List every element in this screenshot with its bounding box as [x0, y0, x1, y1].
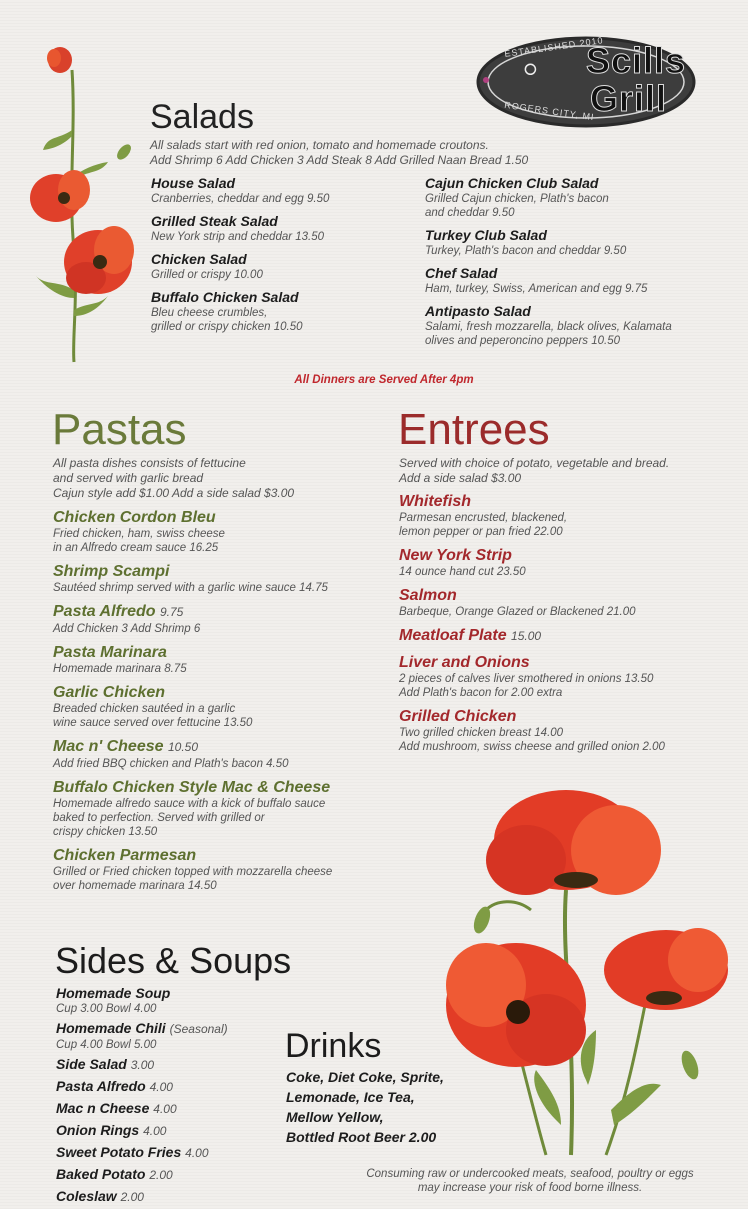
pastas-item-description: baked to perfection. Served with grilled or [53, 812, 265, 824]
pastas-item-name-row [53, 683, 383, 702]
side-item-name-row [56, 1077, 286, 1096]
logo-location: ROGERS CITY, MI [503, 99, 596, 123]
entrees-item-description: Barbeque, Orange Glazed or Blackened 21.00 [399, 606, 636, 618]
pastas-item-description: Grilled or Fried chicken topped with mozzarella cheese [53, 866, 333, 878]
side-item-name-row [56, 1187, 286, 1206]
pastas-item-description: Add Chicken 3 Add Shrimp 6 [53, 623, 201, 635]
salad-description: grilled or crispy chicken 10.50 [151, 321, 303, 333]
sides-list [56, 984, 286, 1209]
pastas-item [53, 778, 383, 839]
entrees-item-description: Add mushroom, swiss cheese and grilled onion 2.00 [399, 741, 665, 753]
salad-name: Turkey Club Salad [425, 227, 547, 243]
side-item-name-row [56, 1165, 286, 1184]
entrees-list [399, 492, 729, 761]
entrees-item [399, 492, 729, 539]
entrees-item [399, 653, 729, 700]
entrees-intro-line: Served with choice of potato, vegetable and bread. [399, 456, 670, 470]
salad-item [151, 289, 411, 334]
pastas-item-name-row [53, 737, 383, 757]
pastas-item-description: Sautéed shrimp served with a garlic wine sauce 14.75 [53, 582, 328, 594]
side-item [56, 1099, 286, 1118]
pastas-item-name: Pasta Alfredo [53, 603, 156, 620]
entrees-item-name-row [399, 626, 729, 646]
entrees-item [399, 546, 729, 579]
salad-name: Cajun Chicken Club Salad [425, 175, 599, 191]
side-item-name: Coleslaw [56, 1188, 117, 1204]
entrees-item-name-row [399, 546, 729, 565]
entrees-item-description: Parmesan encrusted, blackened, [399, 512, 568, 524]
poppy-flower-illustration-left [28, 40, 143, 365]
salad-name: Chef Salad [425, 265, 498, 281]
side-item-name: Baked Potato [56, 1166, 146, 1182]
pastas-item-description: crispy chicken 13.50 [53, 826, 158, 838]
entrees-item-description: Two grilled chicken breast 14.00 [399, 727, 564, 739]
side-item-price: 4.00 [185, 1146, 209, 1160]
salads-intro [150, 138, 630, 168]
pastas-intro-line: Cajun style add $1.00 Add a side salad $3.00 [53, 486, 295, 500]
pastas-item [53, 643, 383, 676]
pastas-item-name-row [53, 562, 383, 581]
entrees-item-name: Whitefish [399, 493, 471, 510]
salad-name: Buffalo Chicken Salad [151, 289, 299, 305]
side-item-description: Cup 4.00 Bowl 5.00 [56, 1039, 157, 1051]
salad-description: Bleu cheese crumbles, [151, 307, 268, 319]
pastas-item-name-row [53, 846, 383, 865]
entrees-item-name-row [399, 707, 729, 726]
salad-description: Grilled or crispy 10.00 [151, 269, 263, 281]
logo-established: ESTABLISHED 2010 [503, 35, 605, 59]
side-item [56, 1019, 286, 1052]
disclaimer-line: Consuming raw or undercooked meats, seafood, poultry or eggs [366, 1168, 694, 1180]
entrees-item-price: 15.00 [511, 629, 542, 643]
pastas-item-name: Garlic Chicken [53, 684, 166, 701]
entrees-item-name-row [399, 492, 729, 511]
pastas-item-name: Buffalo Chicken Style Mac & Cheese [53, 779, 331, 796]
pastas-list [53, 508, 383, 900]
side-item [56, 984, 286, 1016]
pastas-item-name-row [53, 508, 383, 527]
side-item-price: 3.00 [130, 1058, 155, 1072]
logo-name-line1: Scills [586, 40, 687, 81]
salad-name: House Salad [151, 175, 236, 191]
pastas-item-description: Fried chicken, ham, swiss cheese [53, 528, 225, 540]
pastas-item-name: Chicken Cordon Bleu [53, 509, 216, 526]
side-item-name-row [56, 984, 286, 1002]
side-item [56, 1143, 286, 1162]
salad-item [425, 303, 725, 348]
pastas-item-name: Pasta Marinara [53, 644, 167, 661]
restaurant-logo [474, 34, 714, 130]
side-item-name: Sweet Potato Fries [56, 1144, 182, 1160]
side-item [56, 1077, 286, 1096]
side-item-name-row [56, 1019, 286, 1038]
logo-name-line2: Grill [590, 78, 668, 119]
salad-name: Grilled Steak Salad [151, 213, 278, 229]
pastas-item [53, 737, 383, 771]
side-item-price: 4.00 [149, 1080, 173, 1094]
pastas-item [53, 508, 383, 555]
entrees-item [399, 626, 729, 646]
entrees-item-description: lemon pepper or pan fried 22.00 [399, 526, 563, 538]
pastas-item-description: Breaded chicken sautéed in a garlic [53, 703, 236, 715]
salad-item [425, 227, 725, 258]
entrees-item-description: 2 pieces of calves liver smothered in onions 13.50 [399, 673, 654, 685]
side-item [56, 1187, 286, 1206]
side-item-name: Mac n Cheese [56, 1100, 150, 1116]
side-item-name: Onion Rings [56, 1122, 140, 1138]
pastas-item-name: Shrimp Scampi [53, 563, 170, 580]
salads-right-column [425, 175, 725, 355]
pastas-item [53, 562, 383, 595]
pastas-title: Pastas [52, 405, 187, 454]
salads-intro-line2: Add Shrimp 6 Add Chicken 3 Add Steak 8 Add Grilled Naan Bread 1.50 [150, 153, 529, 167]
pastas-item-description: Homemade marinara 8.75 [53, 663, 187, 675]
entrees-item-name: Salmon [399, 587, 457, 604]
side-item-name-row [56, 1121, 286, 1140]
entrees-item-name-row [399, 586, 729, 605]
pastas-item [53, 846, 383, 893]
salads-left-column [151, 175, 411, 341]
poppy-left [446, 943, 586, 1067]
side-item-description: Cup 3.00 Bowl 4.00 [56, 1003, 157, 1015]
pastas-item-price: 9.75 [160, 605, 184, 619]
pastas-item-description: in an Alfredo cream sauce 16.25 [53, 542, 219, 554]
pastas-intro-line: All pasta dishes consists of fettucine [53, 456, 246, 470]
salad-name: Chicken Salad [151, 251, 247, 267]
pastas-item-name: Chicken Parmesan [53, 847, 197, 864]
entrees-item-name: New York Strip [399, 547, 512, 564]
entrees-intro [399, 456, 729, 486]
salad-name: Antipasto Salad [425, 303, 531, 319]
salad-description: Ham, turkey, Swiss, American and egg 9.75 [425, 283, 648, 295]
entrees-intro-line: Add a side salad $3.00 [399, 471, 522, 485]
salad-item [151, 213, 411, 244]
salad-item [151, 251, 411, 282]
side-item-price: 4.00 [143, 1124, 167, 1138]
drinks-line: Bottled Root Beer 2.00 [286, 1129, 437, 1145]
sides-title: Sides & Soups [55, 940, 292, 981]
pastas-item [53, 683, 383, 730]
side-item-price: 2.00 [149, 1168, 173, 1182]
poppy-top [486, 790, 661, 895]
salad-item [151, 175, 411, 206]
entrees-item-name: Liver and Onions [399, 654, 530, 671]
entrees-title: Entrees [398, 405, 550, 454]
side-item-name: Side Salad [56, 1056, 127, 1072]
side-item-name: Homemade Chili [56, 1020, 166, 1036]
pastas-item-description: wine sauce served over fettucine 13.50 [53, 717, 253, 729]
side-item-name-row [56, 1055, 286, 1074]
side-item-name-row [56, 1143, 286, 1162]
entrees-item-description: 14 ounce hand cut 23.50 [399, 566, 526, 578]
side-item-name-row [56, 1099, 286, 1118]
pastas-item-price: 10.50 [167, 740, 198, 754]
salad-description: Cranberries, cheddar and egg 9.50 [151, 193, 330, 205]
entrees-item-name: Meatloaf Plate [399, 627, 507, 644]
side-item-name: Pasta Alfredo [56, 1078, 146, 1094]
dinner-note: All Dinners are Served After 4pm [294, 374, 474, 386]
side-item-price: 4.00 [153, 1102, 177, 1116]
drinks-title: Drinks [285, 1027, 382, 1065]
side-item-price: (Seasonal) [169, 1022, 228, 1036]
salad-item [425, 265, 725, 296]
entrees-item [399, 707, 729, 754]
pastas-item-description: Homemade alfredo sauce with a kick of buffalo sauce [53, 798, 326, 810]
pastas-item-name-row [53, 643, 383, 662]
pastas-item [53, 602, 383, 636]
pastas-item-description: over homemade marinara 14.50 [53, 880, 217, 892]
entrees-item-name: Grilled Chicken [399, 708, 517, 725]
salad-description: Turkey, Plath's bacon and cheddar 9.50 [425, 245, 627, 257]
salad-description: and cheddar 9.50 [425, 207, 515, 219]
drinks-line: Lemonade, Ice Tea, [286, 1089, 415, 1105]
side-item-name: Homemade Soup [56, 985, 171, 1001]
side-item-price: 2.00 [120, 1190, 144, 1204]
drinks-line: Coke, Diet Coke, Sprite, [286, 1069, 444, 1085]
pastas-item-name-row [53, 778, 383, 797]
salad-description: Salami, fresh mozzarella, black olives, Kalamata [425, 321, 672, 333]
food-safety-disclaimer [330, 1167, 730, 1195]
salad-item [425, 175, 725, 220]
side-item [56, 1055, 286, 1074]
salad-description: New York strip and cheddar 13.50 [151, 231, 325, 243]
salad-description: olives and peperoncino peppers 10.50 [425, 335, 621, 347]
pastas-item-name: Mac n' Cheese [53, 738, 164, 755]
salad-description: Grilled Cajun chicken, Plath's bacon [425, 193, 609, 205]
pastas-item-description: Add fried BBQ chicken and Plath's bacon 4.50 [53, 758, 289, 770]
entrees-item [399, 586, 729, 619]
entrees-item-name-row [399, 653, 729, 672]
pastas-intro-line: and served with garlic bread [53, 471, 204, 485]
pastas-item-name-row [53, 602, 383, 622]
salads-title: Salads [150, 98, 254, 136]
salads-intro-line1: All salads start with red onion, tomato and homemade croutons. [150, 138, 489, 152]
drinks-line: Mellow Yellow, [286, 1109, 384, 1125]
poppy-flowers-illustration-right [436, 780, 736, 1160]
entrees-item-description: Add Plath's bacon for 2.00 extra [399, 687, 563, 699]
pastas-intro [53, 456, 373, 501]
disclaimer-line: may increase your risk of food borne illness. [417, 1182, 643, 1194]
side-item [56, 1165, 286, 1184]
poppy-right [604, 928, 728, 1010]
side-item [56, 1121, 286, 1140]
fish-icon: ⭘ [524, 62, 537, 79]
